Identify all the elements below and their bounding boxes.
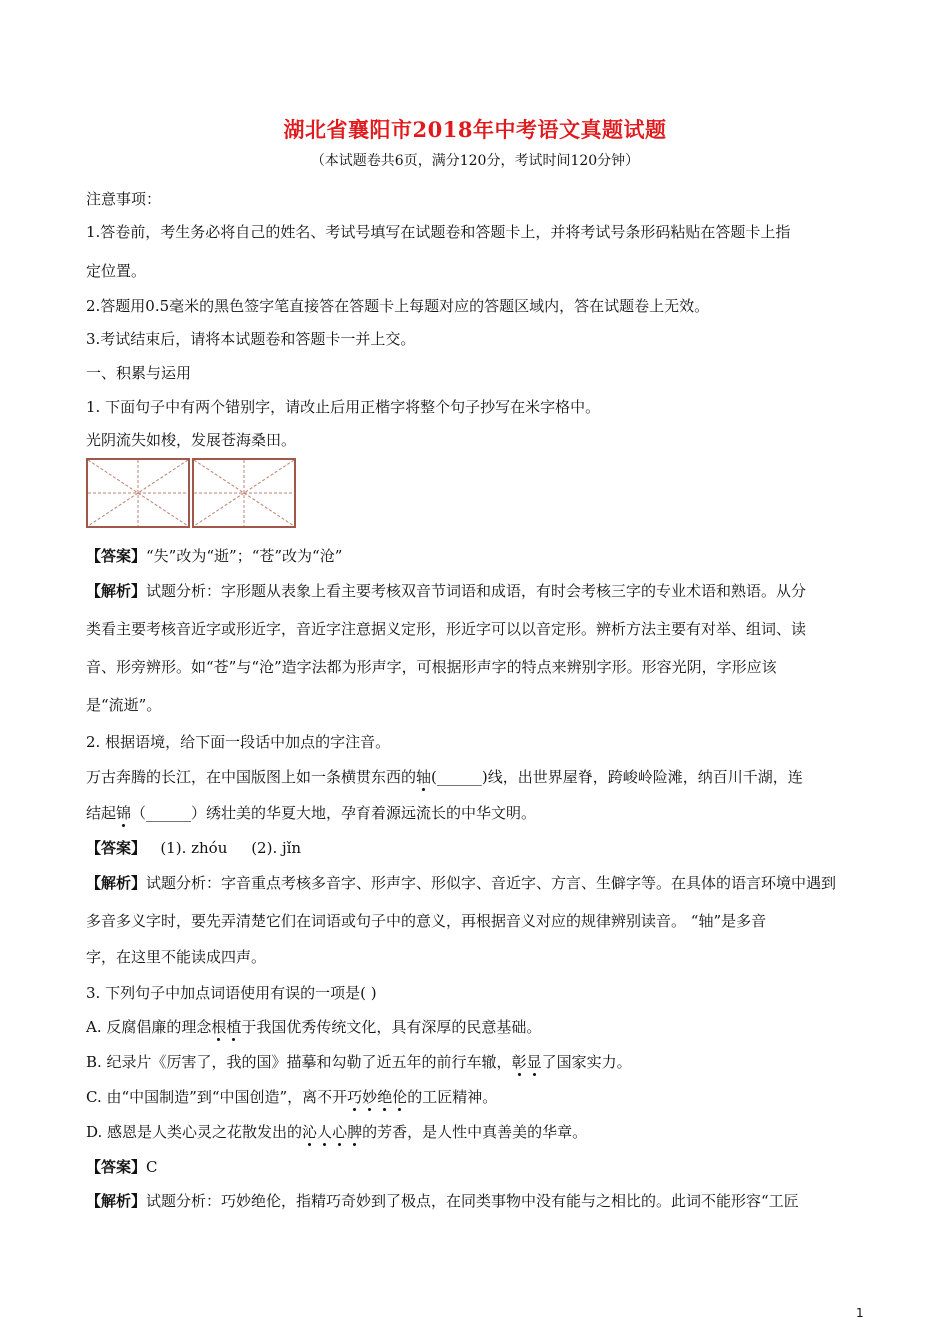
q2-passage-line-1: [86, 766, 876, 787]
dotted-char: 妙: [362, 1088, 378, 1106]
dotted-char: 心: [332, 1123, 348, 1141]
q3-text: C. 由“中国制造”到“中国创造”，离不开: [86, 1088, 348, 1106]
q1-stem: 1. 下面句子中有两个错别字，请改止后用正楷字将整个句子抄写在米字格中。: [86, 398, 601, 416]
q3-stem: 3. 下列句子中加点词语使用有误的一项是( ): [86, 984, 377, 1002]
q3-answer: [86, 1156, 876, 1177]
q3-option-d: [86, 1121, 876, 1142]
q2-analysis-text: 试题分析：字音重点考核多音字、形声字、形似字、音近字、方言、生僻字等。在具体的语言环境中遇到: [146, 874, 837, 892]
analysis-label: 【解析】: [86, 1192, 147, 1210]
analysis-label: 【解析】: [86, 582, 147, 600]
q3-answer-text: C: [146, 1158, 158, 1176]
q3-option-a: [86, 1016, 876, 1037]
q3-text: D. 感恩是人类心灵之花散发出的: [86, 1123, 303, 1141]
mizige-cell: [192, 458, 296, 528]
q2-text: (______)线，出世界屋脊，跨峻岭险滩，纳百川千湖，连: [431, 768, 803, 786]
q1-answer: [86, 545, 876, 566]
notes-item-1-cont: 定位置。: [86, 262, 147, 280]
dotted-char: 轴: [416, 768, 432, 786]
q3-option-c: [86, 1086, 876, 1107]
dotted-char: 锦: [116, 804, 132, 822]
dotted-char: 显: [526, 1053, 542, 1071]
dotted-char: 沁: [302, 1123, 318, 1141]
q3-text: 于我国优秀传统文化，具有深厚的民意基础。: [241, 1018, 542, 1036]
mizige-cell: [86, 458, 190, 528]
q2-text: （______）绣壮美的华夏大地，孕育着源远流长的中华文明。: [131, 804, 537, 822]
q1-analysis-line-2: 类看主要考核音近字或形近字，音近字注意据义定形，形近字可以以音定形。辨析方法主要有对举、组词、读: [86, 620, 807, 638]
q1-analysis-line-4: 是“流逝”。: [86, 696, 162, 714]
dotted-char: 人: [317, 1123, 333, 1141]
q3-text: B. 纪录片《厉害了，我的国》描摹和勾勒了近五年的前行车辙，: [86, 1053, 512, 1071]
q2-analysis-line-3: 字，在这里不能读成四声。: [86, 948, 267, 966]
page-subtitle: （本试题卷共6页，满分120分，考试时间120分钟）: [310, 153, 640, 169]
q1-analysis-line-3: 音、形旁辨形。如“苍”与“沧”造字法都为形声字，可根据形声字的特点来辨别字形。形容光阴，字形应该: [86, 658, 777, 676]
page-number: 1: [856, 1306, 864, 1320]
notes-item-1: 1.答卷前，考生务必将自己的姓名、考试号填写在试题卷和答题卡上，并将考试号条形码粘贴在答题卡上指: [86, 223, 791, 241]
q2-text: 结起: [86, 804, 117, 822]
q3-text: A. 反腐倡廉的理念: [86, 1018, 212, 1036]
dotted-char: 彰: [511, 1053, 527, 1071]
answer-label: 【答案】: [86, 547, 147, 565]
q3-text: 的芳香，是人性中真善美的华章。: [362, 1123, 588, 1141]
q2-analysis: [86, 872, 876, 893]
q2-answer-text: (1). zhóu (2). jǐn: [146, 839, 302, 857]
q3-option-b: [86, 1051, 876, 1072]
section-heading: 一、积累与运用: [86, 364, 192, 382]
q2-text: 万古奔腾的长江，在中国版图上如一条横贯东西的: [86, 768, 417, 786]
q1-sentence: 光阴流失如梭，发展苍海桑田。: [86, 431, 297, 449]
dotted-char: 绝: [377, 1088, 393, 1106]
q2-answer: [86, 837, 876, 858]
q1-analysis-text: 试题分析：字形题从表象上看主要考核双音节词语和成语，有时会考核三字的专业术语和熟语。从分: [146, 582, 807, 600]
analysis-label: 【解析】: [86, 874, 147, 892]
q3-analysis-text: 试题分析：巧妙绝伦，指精巧奇妙到了极点，在同类事物中没有能与之相比的。此词不能形容“工匠: [146, 1192, 799, 1210]
answer-label: 【答案】: [86, 1158, 147, 1176]
dotted-char: 根: [211, 1018, 227, 1036]
q3-analysis: [86, 1190, 876, 1211]
dotted-char: 巧: [347, 1088, 363, 1106]
page-title: 湖北省襄阳市2018年中考语文真题试题: [283, 117, 667, 142]
q2-analysis-line-2: 多音多义字时，要先弄清楚它们在词语或句子中的意义，再根据音义对应的规律辨别读音。 “轴”是多音: [86, 912, 767, 930]
q2-stem: 2. 根据语境，给下面一段话中加点的字注音。: [86, 733, 391, 751]
q3-text: 的工匠精神。: [407, 1088, 498, 1106]
notes-item-3: 3.考试结束后，请将本试题卷和答题卡一并上交。: [86, 330, 416, 348]
dotted-char: 脾: [347, 1123, 363, 1141]
notes-heading: 注意事项：: [86, 190, 162, 208]
dotted-char: 植: [226, 1018, 242, 1036]
q2-passage-line-2: [86, 802, 876, 823]
dotted-char: 伦: [392, 1088, 408, 1106]
q1-answer-text: “失”改为“逝”；“苍”改为“沧”: [146, 547, 343, 565]
q3-text: 了国家实力。: [541, 1053, 632, 1071]
q1-analysis: [86, 580, 876, 601]
answer-label: 【答案】: [86, 839, 147, 857]
notes-item-2: 2.答题用0.5毫米的黑色签字笔直接答在答题卡上每题对应的答题区域内，答在试题卷上无效。: [86, 297, 710, 315]
